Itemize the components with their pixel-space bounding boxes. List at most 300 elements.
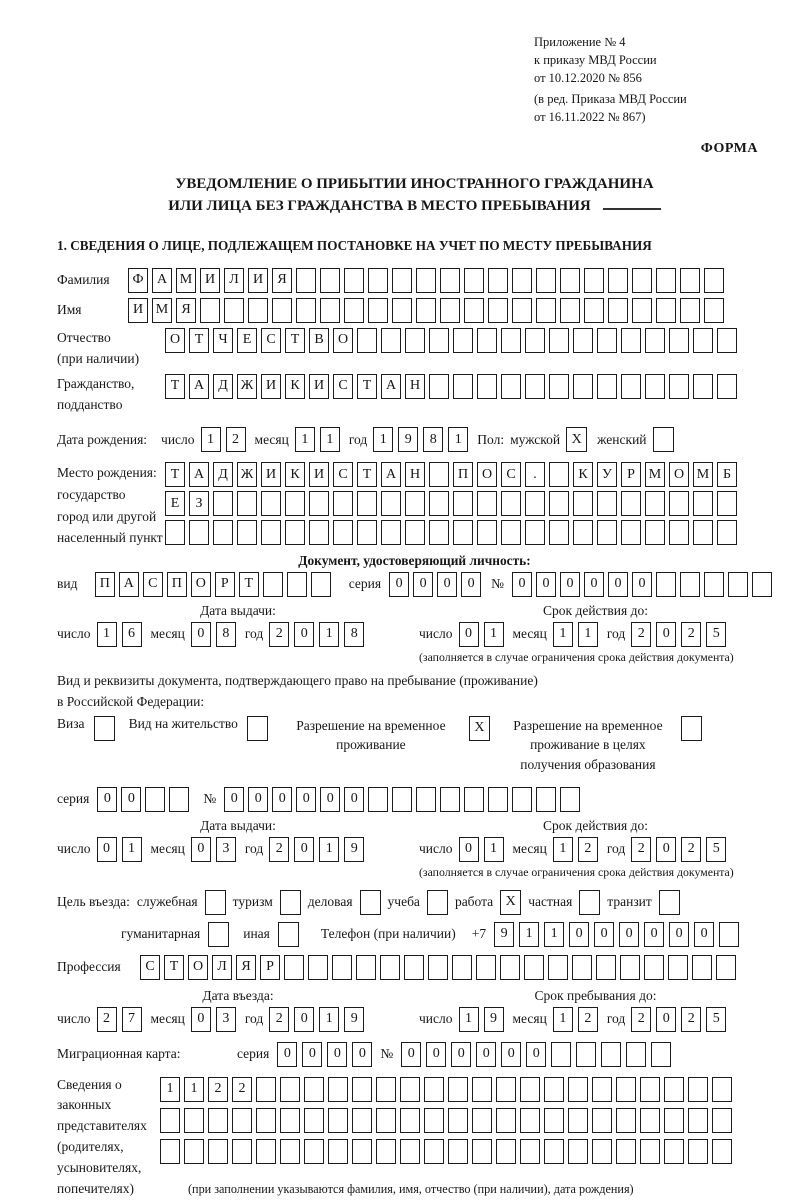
char-cell[interactable]: [712, 1077, 732, 1102]
char-cell[interactable]: [428, 955, 448, 980]
char-cell[interactable]: И: [248, 268, 268, 293]
char-cell[interactable]: [548, 955, 568, 980]
char-cell[interactable]: [496, 1139, 516, 1164]
char-cell[interactable]: [525, 374, 545, 399]
char-cell[interactable]: [616, 1077, 636, 1102]
char-cell[interactable]: П: [95, 572, 115, 597]
temporary-residence-checkbox[interactable]: X: [469, 716, 490, 741]
char-cell[interactable]: Б: [717, 462, 737, 487]
char-cell[interactable]: [184, 1139, 204, 1164]
char-cell[interactable]: [309, 520, 329, 545]
char-cell[interactable]: С: [501, 462, 521, 487]
char-cell[interactable]: [476, 955, 496, 980]
char-cell[interactable]: Т: [285, 328, 305, 353]
char-cell[interactable]: [551, 1042, 571, 1067]
char-cell[interactable]: 1: [201, 427, 221, 452]
purpose-humanitarian-checkbox[interactable]: [208, 922, 229, 947]
char-cell[interactable]: [501, 520, 521, 545]
char-cell[interactable]: 1: [578, 622, 598, 647]
purpose-work-checkbox[interactable]: X: [500, 890, 521, 915]
char-cell[interactable]: К: [285, 462, 305, 487]
char-cell[interactable]: 0: [294, 837, 314, 862]
char-cell[interactable]: [573, 374, 593, 399]
sex-male-checkbox[interactable]: X: [566, 427, 587, 452]
char-cell[interactable]: [392, 268, 412, 293]
char-cell[interactable]: 0: [327, 1042, 347, 1067]
char-cell[interactable]: [544, 1108, 564, 1133]
char-cell[interactable]: [712, 1139, 732, 1164]
purpose-private-checkbox[interactable]: [579, 890, 600, 915]
char-cell[interactable]: 1: [448, 427, 468, 452]
char-cell[interactable]: 2: [631, 622, 651, 647]
char-cell[interactable]: [405, 491, 425, 516]
char-cell[interactable]: 0: [644, 922, 664, 947]
char-cell[interactable]: [640, 1108, 660, 1133]
char-cell[interactable]: 2: [269, 837, 289, 862]
char-cell[interactable]: [664, 1139, 684, 1164]
char-cell[interactable]: [525, 491, 545, 516]
char-cell[interactable]: Т: [164, 955, 184, 980]
char-cell[interactable]: [496, 1077, 516, 1102]
char-cell[interactable]: [501, 491, 521, 516]
char-cell[interactable]: [472, 1077, 492, 1102]
char-cell[interactable]: [669, 491, 689, 516]
char-cell[interactable]: [520, 1077, 540, 1102]
char-cell[interactable]: [284, 955, 304, 980]
char-cell[interactable]: 0: [459, 837, 479, 862]
char-cell[interactable]: 8: [423, 427, 443, 452]
char-cell[interactable]: З: [189, 491, 209, 516]
char-cell[interactable]: 3: [216, 837, 236, 862]
char-cell[interactable]: [626, 1042, 646, 1067]
char-cell[interactable]: [448, 1077, 468, 1102]
char-cell[interactable]: 8: [216, 622, 236, 647]
char-cell[interactable]: [544, 1077, 564, 1102]
char-cell[interactable]: [464, 787, 484, 812]
char-cell[interactable]: 5: [706, 837, 726, 862]
char-cell[interactable]: [669, 520, 689, 545]
char-cell[interactable]: [520, 1139, 540, 1164]
char-cell[interactable]: [272, 298, 292, 323]
char-cell[interactable]: [616, 1139, 636, 1164]
char-cell[interactable]: 3: [216, 1007, 236, 1032]
char-cell[interactable]: [501, 374, 521, 399]
char-cell[interactable]: [261, 491, 281, 516]
char-cell[interactable]: [285, 491, 305, 516]
char-cell[interactable]: [381, 520, 401, 545]
char-cell[interactable]: К: [285, 374, 305, 399]
char-cell[interactable]: [416, 787, 436, 812]
visa-checkbox[interactable]: [94, 716, 115, 741]
char-cell[interactable]: О: [165, 328, 185, 353]
char-cell[interactable]: [568, 1108, 588, 1133]
char-cell[interactable]: [668, 955, 688, 980]
char-cell[interactable]: [512, 787, 532, 812]
char-cell[interactable]: [356, 955, 376, 980]
char-cell[interactable]: 5: [706, 1007, 726, 1032]
char-cell[interactable]: 1: [160, 1077, 180, 1102]
char-cell[interactable]: [651, 1042, 671, 1067]
char-cell[interactable]: И: [261, 374, 281, 399]
char-cell[interactable]: 1: [320, 427, 340, 452]
char-cell[interactable]: 0: [352, 1042, 372, 1067]
char-cell[interactable]: [693, 491, 713, 516]
char-cell[interactable]: 0: [451, 1042, 471, 1067]
char-cell[interactable]: 0: [248, 787, 268, 812]
char-cell[interactable]: [704, 298, 724, 323]
char-cell[interactable]: Я: [176, 298, 196, 323]
char-cell[interactable]: [380, 955, 400, 980]
char-cell[interactable]: [320, 298, 340, 323]
char-cell[interactable]: [160, 1139, 180, 1164]
char-cell[interactable]: [560, 787, 580, 812]
char-cell[interactable]: [669, 328, 689, 353]
char-cell[interactable]: Т: [165, 462, 185, 487]
char-cell[interactable]: 9: [344, 1007, 364, 1032]
char-cell[interactable]: Т: [357, 462, 377, 487]
char-cell[interactable]: У: [597, 462, 617, 487]
char-cell[interactable]: 0: [191, 1007, 211, 1032]
char-cell[interactable]: Т: [189, 328, 209, 353]
char-cell[interactable]: А: [381, 462, 401, 487]
char-cell[interactable]: [416, 268, 436, 293]
char-cell[interactable]: [524, 955, 544, 980]
char-cell[interactable]: [357, 520, 377, 545]
char-cell[interactable]: [256, 1108, 276, 1133]
char-cell[interactable]: 0: [97, 837, 117, 862]
char-cell[interactable]: [357, 491, 377, 516]
char-cell[interactable]: А: [189, 462, 209, 487]
char-cell[interactable]: [169, 787, 189, 812]
char-cell[interactable]: [704, 572, 724, 597]
char-cell[interactable]: [608, 268, 628, 293]
char-cell[interactable]: [280, 1139, 300, 1164]
char-cell[interactable]: Т: [239, 572, 259, 597]
char-cell[interactable]: 2: [681, 622, 701, 647]
char-cell[interactable]: [560, 298, 580, 323]
char-cell[interactable]: [645, 374, 665, 399]
purpose-transit-checkbox[interactable]: [659, 890, 680, 915]
char-cell[interactable]: [597, 491, 617, 516]
char-cell[interactable]: 0: [694, 922, 714, 947]
char-cell[interactable]: [621, 491, 641, 516]
char-cell[interactable]: [536, 298, 556, 323]
char-cell[interactable]: 0: [224, 787, 244, 812]
char-cell[interactable]: 1: [553, 622, 573, 647]
char-cell[interactable]: [573, 491, 593, 516]
char-cell[interactable]: [368, 787, 388, 812]
char-cell[interactable]: [405, 520, 425, 545]
char-cell[interactable]: [304, 1108, 324, 1133]
char-cell[interactable]: [261, 520, 281, 545]
char-cell[interactable]: [717, 374, 737, 399]
char-cell[interactable]: 0: [437, 572, 457, 597]
temporary-residence-education-checkbox[interactable]: [681, 716, 702, 741]
char-cell[interactable]: [304, 1077, 324, 1102]
char-cell[interactable]: [728, 572, 748, 597]
char-cell[interactable]: М: [693, 462, 713, 487]
char-cell[interactable]: [592, 1077, 612, 1102]
char-cell[interactable]: [592, 1108, 612, 1133]
char-cell[interactable]: [424, 1139, 444, 1164]
char-cell[interactable]: 1: [319, 1007, 339, 1032]
char-cell[interactable]: [620, 955, 640, 980]
char-cell[interactable]: 2: [226, 427, 246, 452]
char-cell[interactable]: 1: [97, 622, 117, 647]
char-cell[interactable]: 0: [272, 787, 292, 812]
char-cell[interactable]: .: [525, 462, 545, 487]
char-cell[interactable]: [256, 1077, 276, 1102]
purpose-business-checkbox[interactable]: [360, 890, 381, 915]
char-cell[interactable]: [621, 328, 641, 353]
sex-female-checkbox[interactable]: [653, 427, 674, 452]
char-cell[interactable]: [368, 268, 388, 293]
char-cell[interactable]: [296, 268, 316, 293]
char-cell[interactable]: [405, 328, 425, 353]
char-cell[interactable]: 1: [544, 922, 564, 947]
char-cell[interactable]: А: [189, 374, 209, 399]
char-cell[interactable]: [573, 328, 593, 353]
char-cell[interactable]: [184, 1108, 204, 1133]
char-cell[interactable]: [400, 1139, 420, 1164]
char-cell[interactable]: 1: [519, 922, 539, 947]
char-cell[interactable]: 1: [319, 837, 339, 862]
char-cell[interactable]: [308, 955, 328, 980]
char-cell[interactable]: [560, 268, 580, 293]
char-cell[interactable]: [464, 268, 484, 293]
char-cell[interactable]: [525, 328, 545, 353]
char-cell[interactable]: 9: [344, 837, 364, 862]
char-cell[interactable]: 6: [122, 622, 142, 647]
char-cell[interactable]: 1: [553, 1007, 573, 1032]
char-cell[interactable]: М: [176, 268, 196, 293]
char-cell[interactable]: 0: [294, 1007, 314, 1032]
char-cell[interactable]: П: [453, 462, 473, 487]
char-cell[interactable]: [597, 374, 617, 399]
char-cell[interactable]: [621, 374, 641, 399]
char-cell[interactable]: Т: [357, 374, 377, 399]
char-cell[interactable]: 0: [619, 922, 639, 947]
char-cell[interactable]: 2: [208, 1077, 228, 1102]
char-cell[interactable]: С: [333, 374, 353, 399]
char-cell[interactable]: [416, 298, 436, 323]
title-blank-underline[interactable]: [603, 196, 661, 210]
char-cell[interactable]: [680, 298, 700, 323]
char-cell[interactable]: [287, 572, 307, 597]
char-cell[interactable]: [693, 328, 713, 353]
char-cell[interactable]: О: [333, 328, 353, 353]
char-cell[interactable]: П: [167, 572, 187, 597]
char-cell[interactable]: Ж: [237, 374, 257, 399]
char-cell[interactable]: [472, 1108, 492, 1133]
char-cell[interactable]: [429, 520, 449, 545]
char-cell[interactable]: [573, 520, 593, 545]
char-cell[interactable]: [568, 1139, 588, 1164]
char-cell[interactable]: [453, 328, 473, 353]
char-cell[interactable]: [381, 491, 401, 516]
char-cell[interactable]: 0: [426, 1042, 446, 1067]
char-cell[interactable]: В: [309, 328, 329, 353]
char-cell[interactable]: Ч: [213, 328, 233, 353]
char-cell[interactable]: [160, 1108, 180, 1133]
char-cell[interactable]: Е: [165, 491, 185, 516]
char-cell[interactable]: [568, 1077, 588, 1102]
char-cell[interactable]: 0: [296, 787, 316, 812]
char-cell[interactable]: 2: [631, 1007, 651, 1032]
char-cell[interactable]: Н: [405, 374, 425, 399]
char-cell[interactable]: И: [261, 462, 281, 487]
char-cell[interactable]: [208, 1108, 228, 1133]
purpose-study-checkbox[interactable]: [427, 890, 448, 915]
char-cell[interactable]: [717, 520, 737, 545]
char-cell[interactable]: С: [143, 572, 163, 597]
char-cell[interactable]: [632, 298, 652, 323]
char-cell[interactable]: [549, 374, 569, 399]
char-cell[interactable]: [601, 1042, 621, 1067]
char-cell[interactable]: [712, 1108, 732, 1133]
char-cell[interactable]: [644, 955, 664, 980]
char-cell[interactable]: [669, 374, 689, 399]
char-cell[interactable]: 2: [578, 837, 598, 862]
char-cell[interactable]: [664, 1108, 684, 1133]
char-cell[interactable]: И: [128, 298, 148, 323]
char-cell[interactable]: 1: [184, 1077, 204, 1102]
char-cell[interactable]: [704, 268, 724, 293]
char-cell[interactable]: [304, 1139, 324, 1164]
char-cell[interactable]: [381, 328, 401, 353]
char-cell[interactable]: [488, 787, 508, 812]
char-cell[interactable]: 0: [389, 572, 409, 597]
char-cell[interactable]: 0: [656, 837, 676, 862]
char-cell[interactable]: [472, 1139, 492, 1164]
char-cell[interactable]: 0: [191, 837, 211, 862]
char-cell[interactable]: [237, 520, 257, 545]
char-cell[interactable]: С: [261, 328, 281, 353]
char-cell[interactable]: А: [119, 572, 139, 597]
char-cell[interactable]: [248, 298, 268, 323]
char-cell[interactable]: К: [573, 462, 593, 487]
char-cell[interactable]: [165, 520, 185, 545]
char-cell[interactable]: 8: [344, 622, 364, 647]
char-cell[interactable]: Л: [212, 955, 232, 980]
char-cell[interactable]: 2: [631, 837, 651, 862]
char-cell[interactable]: [328, 1108, 348, 1133]
char-cell[interactable]: [680, 268, 700, 293]
char-cell[interactable]: [692, 955, 712, 980]
char-cell[interactable]: [328, 1077, 348, 1102]
char-cell[interactable]: 7: [122, 1007, 142, 1032]
char-cell[interactable]: Я: [236, 955, 256, 980]
char-cell[interactable]: 2: [681, 837, 701, 862]
char-cell[interactable]: [544, 1139, 564, 1164]
char-cell[interactable]: 0: [302, 1042, 322, 1067]
char-cell[interactable]: [656, 298, 676, 323]
char-cell[interactable]: Р: [215, 572, 235, 597]
char-cell[interactable]: [477, 491, 497, 516]
char-cell[interactable]: [453, 491, 473, 516]
char-cell[interactable]: [237, 491, 257, 516]
char-cell[interactable]: [664, 1077, 684, 1102]
char-cell[interactable]: [296, 298, 316, 323]
char-cell[interactable]: О: [477, 462, 497, 487]
char-cell[interactable]: [213, 520, 233, 545]
char-cell[interactable]: О: [191, 572, 211, 597]
char-cell[interactable]: [232, 1108, 252, 1133]
char-cell[interactable]: 0: [320, 787, 340, 812]
char-cell[interactable]: 1: [319, 622, 339, 647]
char-cell[interactable]: [400, 1108, 420, 1133]
char-cell[interactable]: [512, 298, 532, 323]
char-cell[interactable]: 2: [232, 1077, 252, 1102]
char-cell[interactable]: И: [309, 462, 329, 487]
char-cell[interactable]: [536, 268, 556, 293]
char-cell[interactable]: [392, 298, 412, 323]
char-cell[interactable]: [716, 955, 736, 980]
char-cell[interactable]: 9: [494, 922, 514, 947]
char-cell[interactable]: [597, 520, 617, 545]
char-cell[interactable]: [280, 1077, 300, 1102]
char-cell[interactable]: [464, 298, 484, 323]
char-cell[interactable]: 0: [560, 572, 580, 597]
char-cell[interactable]: 0: [401, 1042, 421, 1067]
char-cell[interactable]: [488, 298, 508, 323]
char-cell[interactable]: [680, 572, 700, 597]
char-cell[interactable]: [189, 520, 209, 545]
char-cell[interactable]: 0: [526, 1042, 546, 1067]
char-cell[interactable]: [584, 298, 604, 323]
char-cell[interactable]: [376, 1077, 396, 1102]
char-cell[interactable]: [656, 572, 676, 597]
char-cell[interactable]: [320, 268, 340, 293]
char-cell[interactable]: [344, 298, 364, 323]
char-cell[interactable]: [213, 491, 233, 516]
char-cell[interactable]: [645, 491, 665, 516]
char-cell[interactable]: 1: [484, 837, 504, 862]
char-cell[interactable]: 0: [594, 922, 614, 947]
char-cell[interactable]: [452, 955, 472, 980]
char-cell[interactable]: [512, 268, 532, 293]
char-cell[interactable]: [429, 462, 449, 487]
char-cell[interactable]: [440, 787, 460, 812]
char-cell[interactable]: [376, 1108, 396, 1133]
char-cell[interactable]: [549, 328, 569, 353]
char-cell[interactable]: [440, 298, 460, 323]
char-cell[interactable]: [208, 1139, 228, 1164]
char-cell[interactable]: [200, 298, 220, 323]
char-cell[interactable]: 2: [97, 1007, 117, 1032]
char-cell[interactable]: 0: [121, 787, 141, 812]
char-cell[interactable]: М: [645, 462, 665, 487]
char-cell[interactable]: 0: [569, 922, 589, 947]
char-cell[interactable]: [368, 298, 388, 323]
char-cell[interactable]: [656, 268, 676, 293]
char-cell[interactable]: И: [200, 268, 220, 293]
char-cell[interactable]: 0: [608, 572, 628, 597]
char-cell[interactable]: Р: [260, 955, 280, 980]
char-cell[interactable]: 1: [373, 427, 393, 452]
char-cell[interactable]: 0: [277, 1042, 297, 1067]
purpose-tourism-checkbox[interactable]: [280, 890, 301, 915]
char-cell[interactable]: О: [188, 955, 208, 980]
char-cell[interactable]: С: [333, 462, 353, 487]
char-cell[interactable]: 0: [294, 622, 314, 647]
char-cell[interactable]: [536, 787, 556, 812]
char-cell[interactable]: [477, 374, 497, 399]
char-cell[interactable]: [549, 491, 569, 516]
char-cell[interactable]: 0: [584, 572, 604, 597]
char-cell[interactable]: [440, 268, 460, 293]
char-cell[interactable]: 9: [398, 427, 418, 452]
